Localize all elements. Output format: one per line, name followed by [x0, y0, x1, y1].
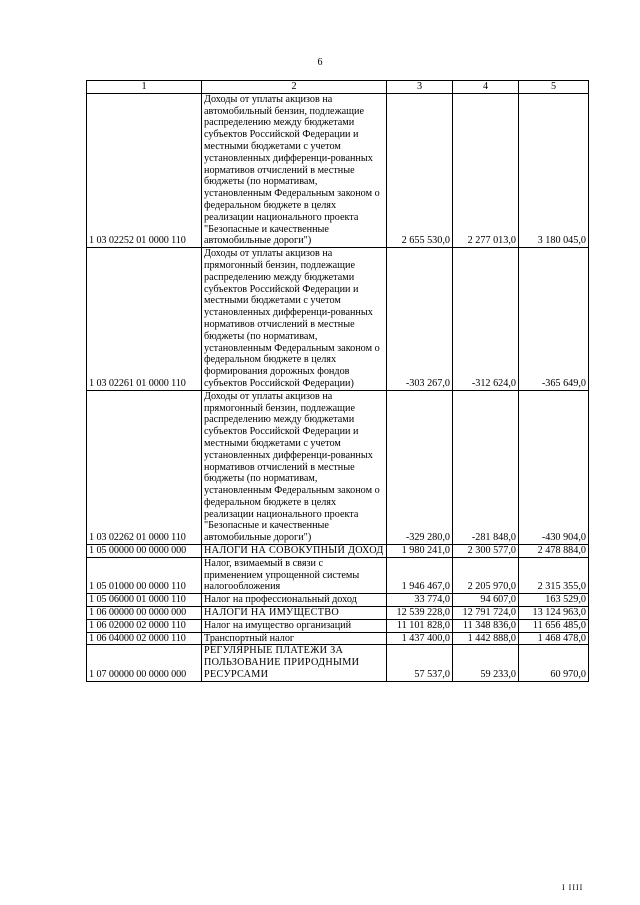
value-col-5: 13 124 963,0 — [519, 607, 589, 620]
revenue-name: Доходы от уплаты акцизов на автомобильный бензин, подлежащие распределению между бюджетами субъектов Российской Федерации и местными бюджетами с учетом установленных дифференци-рованных нормативов отчислений в местные бюджеты (по нормативам, установленным Федеральным законом о федеральном бюджете в целях реализации национального проекта "Безопасные и качественные автомобильные дороги") — [202, 93, 387, 247]
budget-code: 1 03 02252 01 0000 110 — [87, 93, 202, 247]
column-header: 4 — [453, 81, 519, 94]
value-col-4: 11 348 836,0 — [453, 619, 519, 632]
value-col-5: 2 478 884,0 — [519, 545, 589, 558]
value-col-4: -281 848,0 — [453, 390, 519, 544]
budget-code: 1 03 02262 01 0000 110 — [87, 390, 202, 544]
value-col-3: 1 980 241,0 — [387, 545, 453, 558]
column-header: 3 — [387, 81, 453, 94]
value-col-5: -365 649,0 — [519, 248, 589, 391]
budget-revenue-table — [86, 80, 589, 682]
table-row — [87, 557, 589, 593]
value-col-5: 163 529,0 — [519, 594, 589, 607]
revenue-name: РЕГУЛЯРНЫЕ ПЛАТЕЖИ ЗА ПОЛЬЗОВАНИЕ ПРИРОДНЫМИ РЕСУРСАМИ — [202, 645, 387, 681]
table-row — [87, 248, 589, 391]
revenue-name: Доходы от уплаты акцизов на прямогонный бензин, подлежащие распределению между бюджетами субъектов Российской Федерации и местными бюджетами с учетом установленных дифференци-рованных нормативов отчислений в местные бюджеты (по нормативам, установленным Федеральным законом о федеральном бюджете в целях реализации национального проекта "Безопасные и качественные автомобильные дороги") — [202, 390, 387, 544]
table-row — [87, 607, 589, 620]
table-row — [87, 594, 589, 607]
value-col-5: 3 180 045,0 — [519, 93, 589, 247]
revenue-name: Налог на профессиональный доход — [202, 594, 387, 607]
value-col-3: 1 946 467,0 — [387, 557, 453, 593]
revenue-name: Налог, взимаемый в связи с применением упрощенной системы налогообложения — [202, 557, 387, 593]
table-row — [87, 390, 589, 544]
value-col-4: 59 233,0 — [453, 645, 519, 681]
column-header: 1 — [87, 81, 202, 94]
table-row — [87, 545, 589, 558]
table-row — [87, 645, 589, 681]
value-col-5: 2 315 355,0 — [519, 557, 589, 593]
value-col-3: 12 539 228,0 — [387, 607, 453, 620]
budget-code: 1 05 06000 01 0000 110 — [87, 594, 202, 607]
value-col-3: 11 101 828,0 — [387, 619, 453, 632]
budget-code: 1 03 02261 01 0000 110 — [87, 248, 202, 391]
value-col-3: -329 280,0 — [387, 390, 453, 544]
table-row — [87, 93, 589, 247]
revenue-name: НАЛОГИ НА ИМУЩЕСТВО — [202, 607, 387, 620]
value-col-4: 2 300 577,0 — [453, 545, 519, 558]
value-col-3: 33 774,0 — [387, 594, 453, 607]
revenue-name: Налог на имущество организаций — [202, 619, 387, 632]
budget-code: 1 06 04000 02 0000 110 — [87, 632, 202, 645]
value-col-5: 11 656 485,0 — [519, 619, 589, 632]
value-col-3: -303 267,0 — [387, 248, 453, 391]
revenue-name: НАЛОГИ НА СОВОКУПНЫЙ ДОХОД — [202, 545, 387, 558]
revenue-name: Транспортный налог — [202, 632, 387, 645]
value-col-4: -312 624,0 — [453, 248, 519, 391]
budget-code: 1 06 02000 02 0000 110 — [87, 619, 202, 632]
budget-code: 1 05 00000 00 0000 000 — [87, 545, 202, 558]
value-col-3: 2 655 530,0 — [387, 93, 453, 247]
budget-code: 1 05 01000 00 0000 110 — [87, 557, 202, 593]
value-col-5: -430 904,0 — [519, 390, 589, 544]
value-col-4: 94 607,0 — [453, 594, 519, 607]
table-row — [87, 619, 589, 632]
table-row — [87, 632, 589, 645]
value-col-5: 1 468 478,0 — [519, 632, 589, 645]
value-col-4: 1 442 888,0 — [453, 632, 519, 645]
value-col-4: 2 277 013,0 — [453, 93, 519, 247]
column-header: 5 — [519, 81, 589, 94]
column-header: 2 — [202, 81, 387, 94]
budget-code: 1 06 00000 00 0000 000 — [87, 607, 202, 620]
value-col-5: 60 970,0 — [519, 645, 589, 681]
page-number: 6 — [317, 57, 323, 68]
bottom-barcode-mark: I IIII — [562, 883, 584, 892]
table-header-row — [87, 81, 589, 94]
value-col-4: 12 791 724,0 — [453, 607, 519, 620]
value-col-3: 57 537,0 — [387, 645, 453, 681]
value-col-4: 2 205 970,0 — [453, 557, 519, 593]
value-col-3: 1 437 400,0 — [387, 632, 453, 645]
revenue-name: Доходы от уплаты акцизов на прямогонный бензин, подлежащие распределению между бюджетами субъектов Российской Федерации и местными бюджетами с учетом установленных дифференци-рованных нормативов отчислений в местные бюджеты (по нормативам, установленным Федеральным законом о федеральном бюджете в целях формирования дорожных фондов субъектов Российской Федерации) — [202, 248, 387, 391]
budget-code: 1 07 00000 00 0000 000 — [87, 645, 202, 681]
